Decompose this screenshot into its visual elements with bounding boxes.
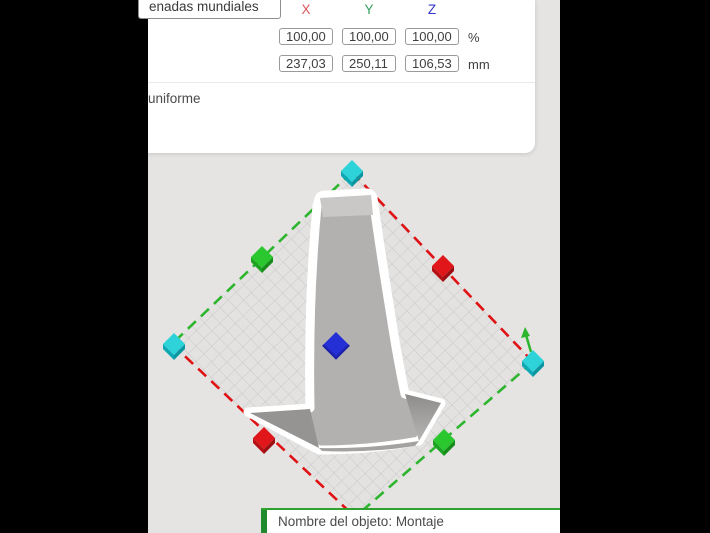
y-axis-arrow [521,327,531,352]
scale-x-percent-input[interactable] [279,28,333,45]
axis-y-header: Y [364,2,374,17]
axis-x-header: X [301,2,311,17]
panel-divider [148,82,535,83]
size-z-mm-input[interactable] [405,55,459,72]
model-top-face [320,195,373,217]
percent-unit-label: % [468,30,480,45]
object-name-tooltip [261,508,560,533]
axis-z-header: Z [427,2,437,17]
uniform-scaling-label: uniforme [148,91,201,106]
size-y-mm-input[interactable] [342,55,396,72]
object-name-text: Nombre del objeto: Montaje [278,514,444,529]
scale-y-percent-input[interactable] [342,28,396,45]
scale-z-percent-input[interactable] [405,28,459,45]
size-x-mm-input[interactable] [279,55,333,72]
tooltip-accent-bar [261,510,267,533]
slicer-3d-viewport [148,0,560,533]
coordinate-system-value: enadas mundiales [149,0,259,14]
mm-unit-label: mm [468,57,490,72]
coordinate-system-dropdown[interactable] [138,0,281,19]
scale-tool-panel [148,0,535,153]
